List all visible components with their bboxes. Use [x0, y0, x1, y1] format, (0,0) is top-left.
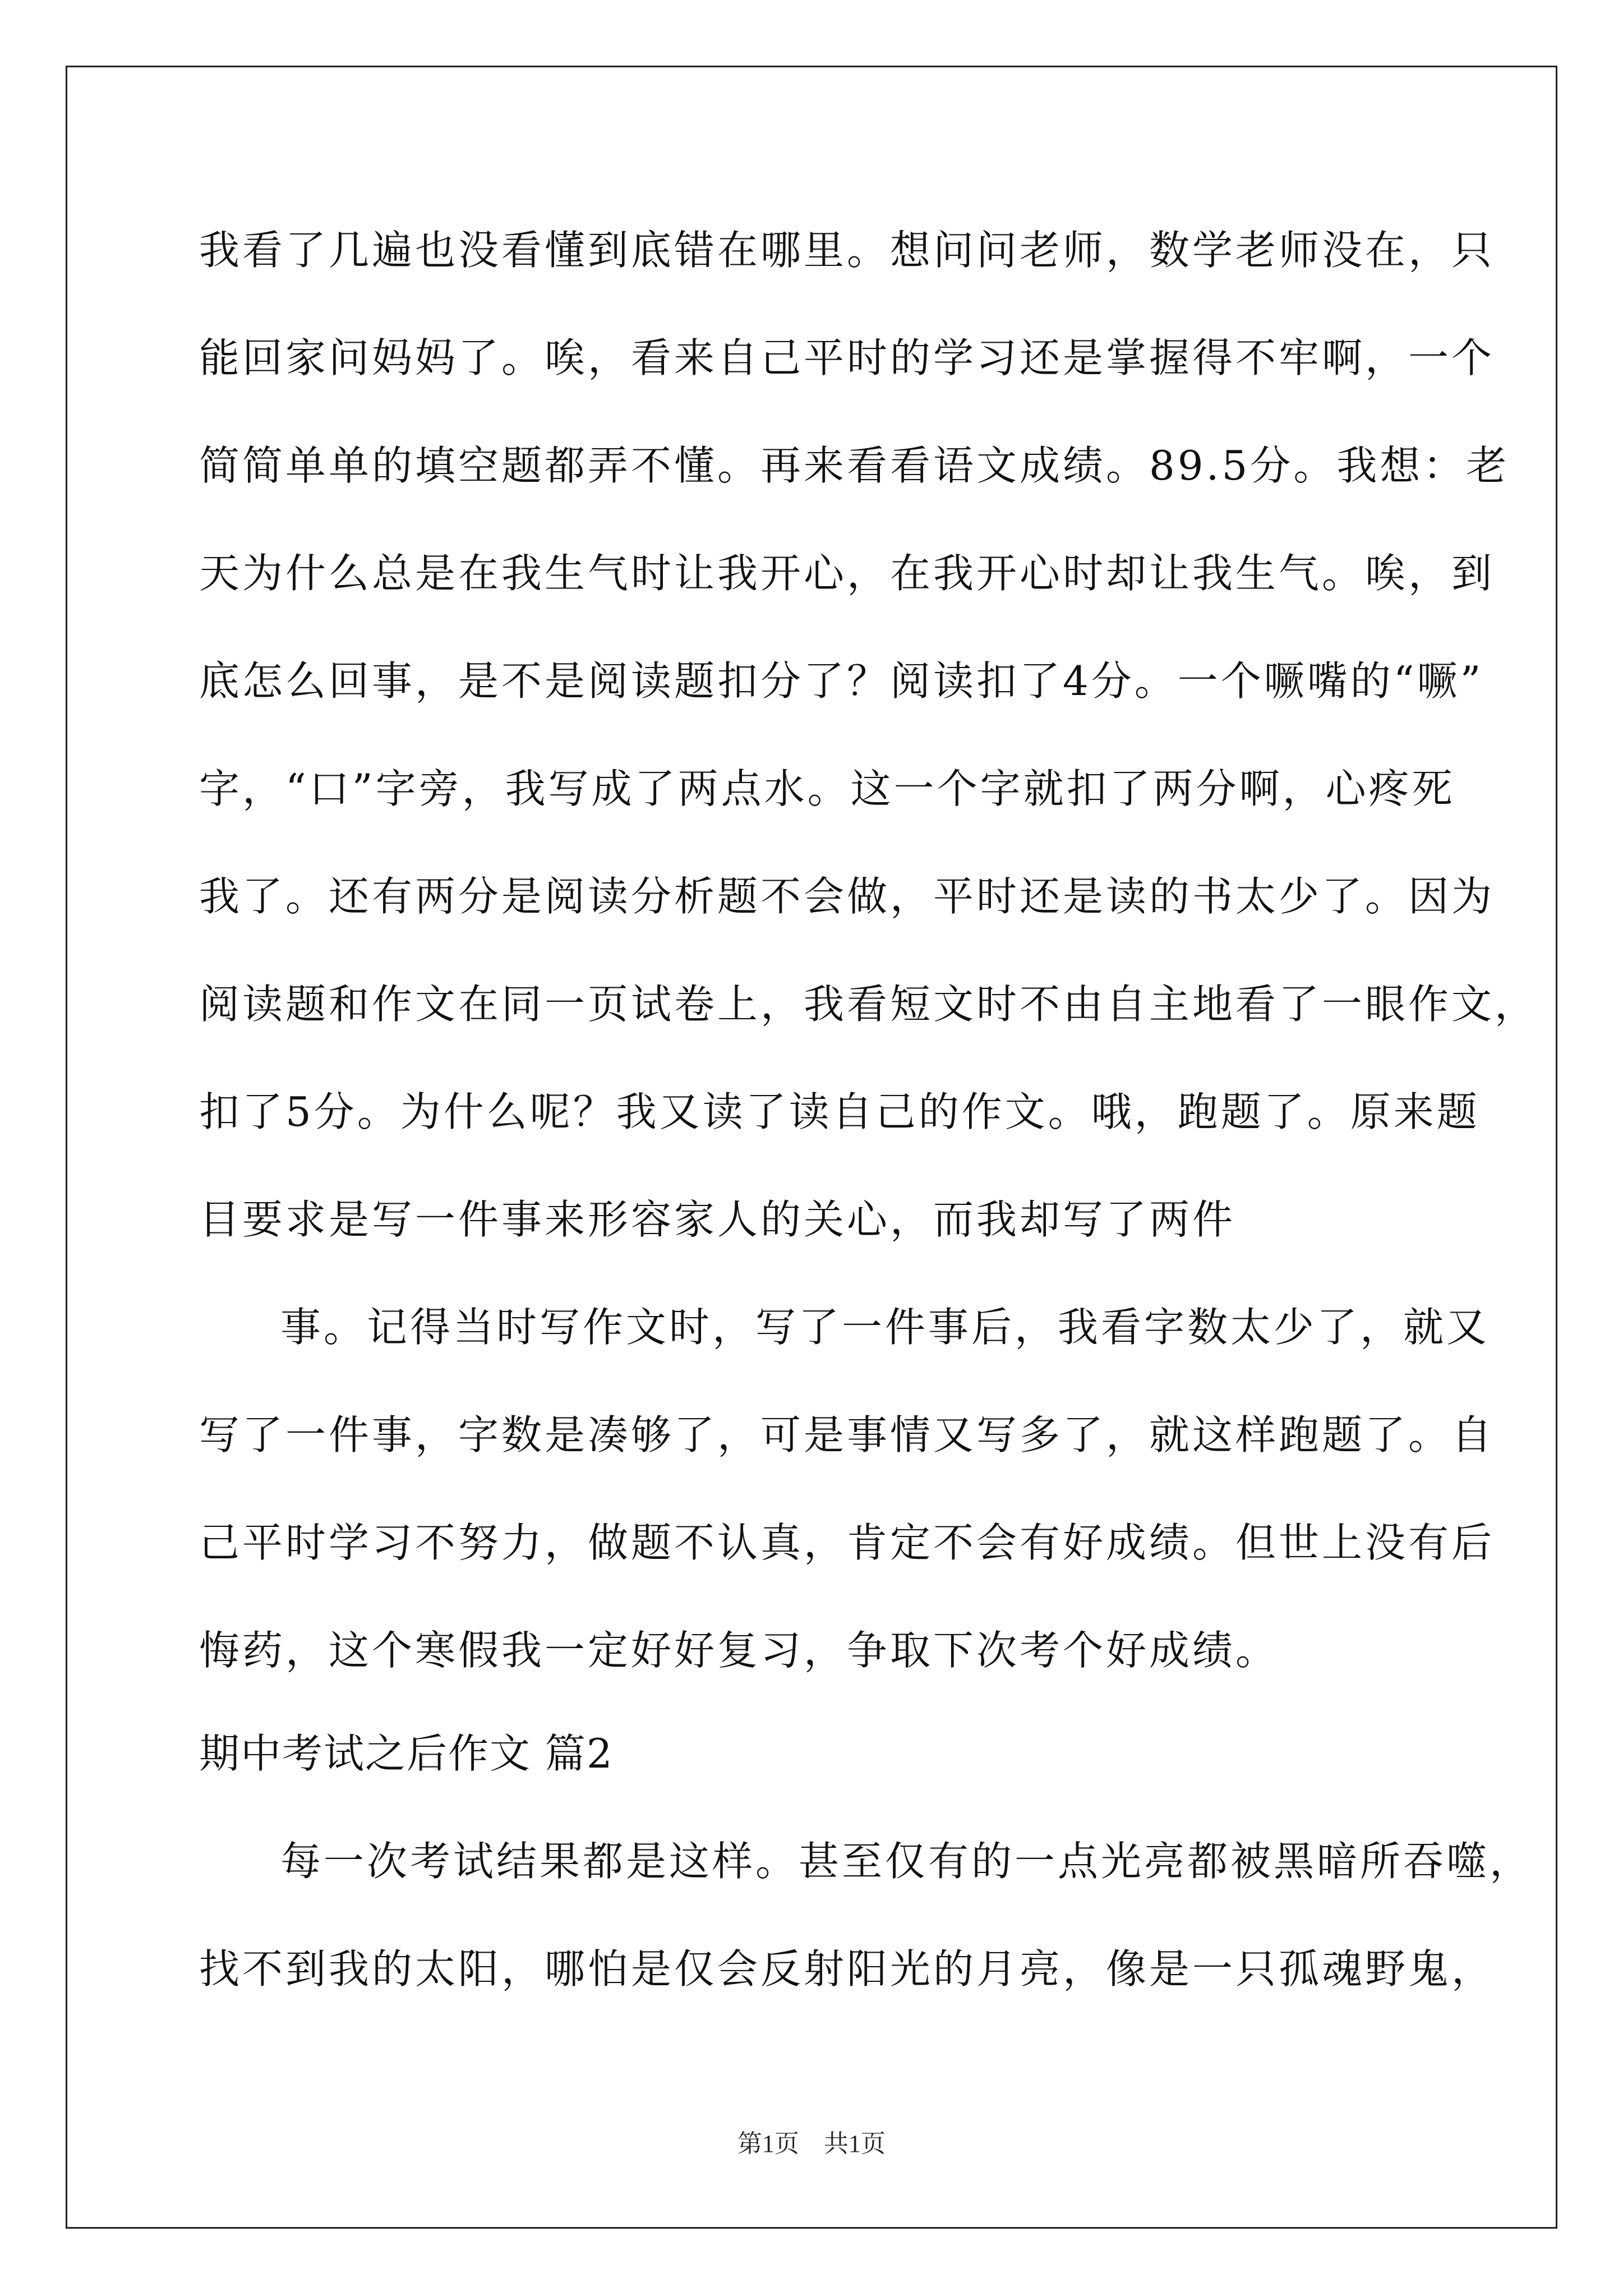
body-line-1: 我看了几遍也没看懂到底错在哪里。想问问老师，数学老师没在，只	[199, 227, 1495, 274]
body-line-14: 悔药，这个寒假我一定好好复习，争取下次考个好成绩。	[199, 1627, 1279, 1674]
body-line-6: 字，“口”字旁，我写成了两点水。这一个字就扣了两分啊，心疼死	[199, 765, 1455, 812]
body-line-3: 简简单单的填空题都弄不懂。再来看看语文成绩。89.5分。我想：老	[199, 442, 1510, 489]
body-line-11: 事。记得当时写作文时，写了一件事后，我看字数太少了，就又	[280, 1304, 1490, 1351]
body-line-5: 底怎么回事，是不是阅读题扣分了？阅读扣了4分。一个噘嘴的“噘”	[199, 657, 1484, 705]
body-line-4: 天为什么总是在我生气时让我开心，在我开心时却让我生气。唉，到	[199, 550, 1495, 597]
body-line-10: 目要求是写一件事来形容家人的关心，而我却写了两件	[199, 1196, 1236, 1243]
body-line-9: 扣了5分。为什么呢？我又读了读自己的作文。哦，跑题了。原来题	[199, 1088, 1480, 1135]
body-line-15: 每一次考试结果都是这样。甚至仅有的一点光亮都被黑暗所吞噬，	[280, 1838, 1533, 1885]
section-heading: 期中考试之后作文 篇2	[199, 1730, 614, 1777]
body-line-8: 阅读题和作文在同一页试卷上，我看短文时不由自主地看了一眼作文，	[199, 981, 1538, 1028]
page-footer: 第1页 共1页	[737, 2130, 886, 2157]
body-line-13: 己平时学习不努力，做题不认真，肯定不会有好成绩。但世上没有后	[199, 1519, 1495, 1566]
body-line-16: 找不到我的太阳，哪怕是仅会反射阳光的月亮，像是一只孤魂野鬼，	[199, 1945, 1495, 1993]
page-border	[66, 66, 1557, 2229]
body-line-7: 我了。还有两分是阅读分析题不会做，平时还是读的书太少了。因为	[199, 873, 1495, 920]
body-line-2: 能回家问妈妈了。唉，看来自己平时的学习还是掌握得不牢啊，一个	[199, 334, 1495, 381]
body-line-12: 写了一件事，字数是凑够了，可是事情又写多了，就这样跑题了。自	[199, 1411, 1495, 1458]
